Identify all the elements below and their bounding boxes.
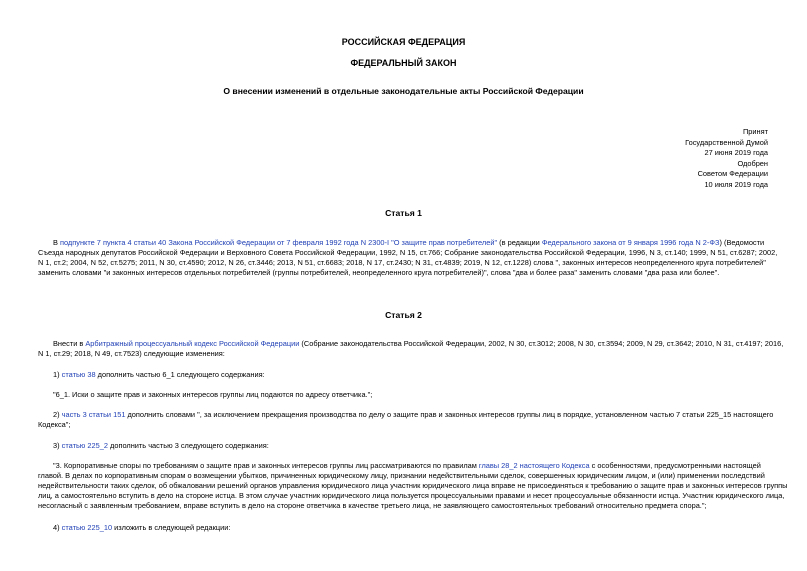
- text-line: [38, 461, 773, 471]
- text-line: Съезда народных депутатов Российской Федерации и Верховного Совета Российской Федерации, 1992, N 15, ст.766; Собрание законодательства Российской Федерации, 1996, N 3, ст.140; 1999, N 51, ст.6287; 2002,: [38, 248, 778, 257]
- text-line: [38, 370, 773, 380]
- text-line: главой. В делах по корпоративным спорам о возмещении убытков, причиненных юридическому лицу, признании недействительными сделок, совершенных юридическим лицом, и (или) применении последствий: [38, 471, 765, 480]
- adoption-line: 10 июля 2019 года: [704, 179, 768, 189]
- text-run: В: [53, 238, 60, 247]
- text-run: "3. Корпоративные споры по требованиям о защите прав и законных интересов группы лиц рассматриваются по правилам: [53, 461, 479, 470]
- article-2-intro: [38, 339, 784, 359]
- text-run: 1): [53, 370, 62, 379]
- item-3: [38, 441, 773, 451]
- article-225-2-link[interactable]: статью 225_2: [61, 441, 108, 450]
- text-run: Внести в: [53, 339, 86, 348]
- text-line: недействительности таких сделок, об обжаловании решений органов управления юридического лица участник юридического лица вправе не присоединяться к требованию о защите прав и законных интересов группы: [38, 481, 788, 490]
- text-run: дополнить словами ", за исключением прекращения производства по делу о защите прав и законных интересов группы лиц в порядке, установленном частью 7 статьи 225_15 настоящего: [125, 410, 774, 419]
- text-run: (Собрание законодательства Российской Федерации, 2002, N 30, ст.3012; 2008, N 30, ст.3594; 2009, N 29, ст.3642; 2010, N 31, ст.4197; 2016,: [299, 339, 784, 348]
- article-2-heading: Статья 2: [385, 310, 422, 320]
- law-2fz-link[interactable]: Федерального закона от 9 января 1996 года N 2-ФЗ: [541, 238, 720, 247]
- text-run: 4): [53, 523, 62, 532]
- text-run: с особенностями, предусмотренными настоящей: [589, 461, 761, 470]
- country-heading: РОССИЙСКАЯ ФЕДЕРАЦИЯ: [341, 37, 466, 47]
- adoption-info: [548, 127, 768, 190]
- apk-link[interactable]: Арбитражный процессуальный кодекс Российской Федерации: [85, 339, 300, 348]
- quote-1: [38, 390, 773, 400]
- text-line: несогласный с заявленным требованием, вправе вступить в дело на стороне ответчика в качестве третьего лица, не заявляющего самостоятельных требований относительно предмета спора.";: [38, 501, 707, 510]
- text-run: дополнить частью 3 следующего содержания:: [107, 441, 269, 450]
- adoption-line: Одобрен: [737, 158, 768, 168]
- adoption-line: Советом Федерации: [697, 169, 768, 178]
- text-line: N 1, ст.29; 2018, N 49, ст.7523) следующие изменения:: [38, 349, 225, 358]
- text-line: [38, 523, 773, 533]
- item-2: [38, 410, 773, 430]
- text-run: изложить в следующей редакции:: [112, 523, 231, 532]
- text-line: заменить словами "и законных интересов отдельных потребителей (группы потребителей, неопределенного круга потребителей)", слова "два и более раза" заменить словами "два раза или более".: [38, 268, 720, 277]
- article-1-heading: Статья 1: [385, 208, 422, 218]
- text-run: дополнить частью 6_1 следующего содержания:: [95, 370, 265, 379]
- text-line: Кодекса";: [38, 420, 71, 429]
- article-1-text: [38, 238, 778, 278]
- law-type-heading: ФЕДЕРАЛЬНЫЙ ЗАКОН: [350, 58, 457, 68]
- text-line: [38, 339, 784, 349]
- law-title: О внесении изменений в отдельные законодательные акты Российской Федерации: [223, 86, 584, 96]
- text-run: 2): [53, 410, 62, 419]
- law-2300-link[interactable]: подпункте 7 пункта 4 статьи 40 Закона Российской Федерации от 7 февраля 1992 года N 2300-I "О защите прав потребителей": [59, 238, 498, 247]
- text-line: N 1, ст.2; 2004, N 52, ст.5275; 2011, N 30, ст.4590; 2012, N 26, ст.3446; 2013, N 51, ст.6683; 2018, N 17, ст.2430; N 31, ст.4839; 2019, N 12, ст.1228) слова ", законных интересов неопределенного круга потребителей": [38, 258, 766, 267]
- text-line: "6_1. Иски о защите прав и законных интересов группы лиц подаются по адресу ответчика.";: [53, 390, 373, 399]
- adoption-line: Государственной Думой: [685, 137, 768, 147]
- text-run: ) (Ведомости: [719, 238, 765, 247]
- item-1: [38, 370, 773, 380]
- text-line: [38, 441, 773, 451]
- article-38-link[interactable]: статью 38: [61, 370, 96, 379]
- article-151-link[interactable]: часть 3 статьи 151: [61, 410, 126, 419]
- text-line: [38, 238, 773, 248]
- quote-3: [38, 461, 788, 511]
- text-line: лиц, а самостоятельно вступить в дело на стороне истца. В этом случае участник юридического лица пользуется процессуальными правами и несет процессуальные обязанности истца. Участник юридического лица,: [38, 491, 785, 500]
- adoption-line: 27 июня 2019 года: [704, 148, 768, 157]
- text-run: 3): [53, 441, 62, 450]
- chapter-28-2-link[interactable]: главы 28_2 настоящего Кодекса: [478, 461, 590, 470]
- article-225-10-link[interactable]: статью 225_10: [61, 523, 113, 532]
- text-run: (в редакции: [497, 238, 542, 247]
- item-4: [38, 523, 773, 533]
- adoption-line: Принят: [742, 127, 768, 136]
- text-line: [38, 410, 773, 420]
